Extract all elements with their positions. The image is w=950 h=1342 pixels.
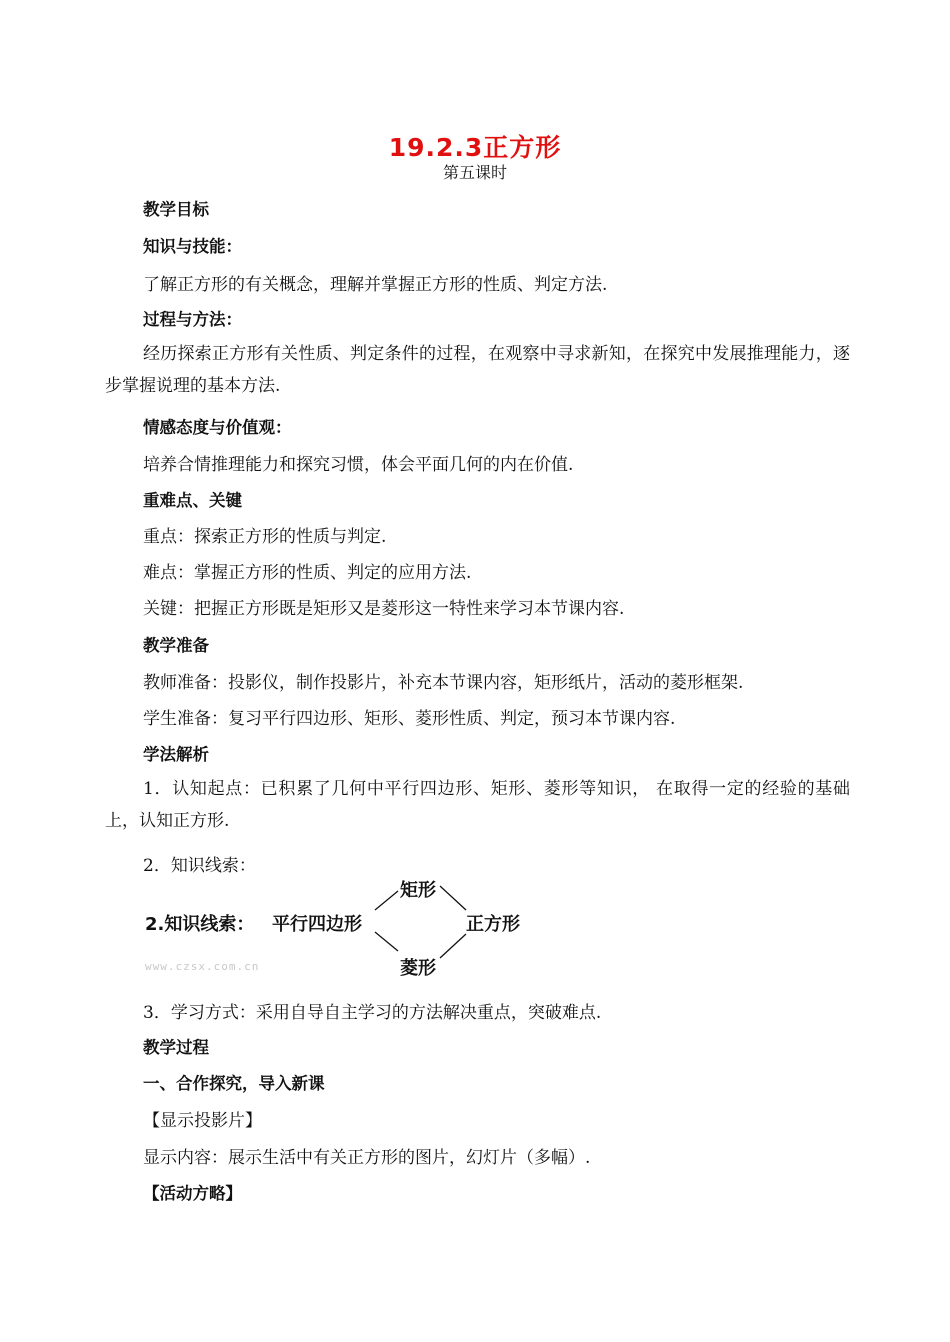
line-start-top xyxy=(375,891,398,910)
method-2-text: 2．知识线索： xyxy=(143,856,256,876)
watermark: www.czsx.com.cn xyxy=(145,960,260,973)
line-top-end xyxy=(440,886,466,910)
teacher-prep-text: 教师准备：投影仪，制作投影片，补充本节课内容，矩形纸片，活动的菱形框架. xyxy=(143,673,744,693)
knowledge-heading: 知识与技能： xyxy=(143,237,242,256)
method-heading: 学法解析 xyxy=(143,745,209,764)
attitude-heading: 情感态度与价值观： xyxy=(143,418,292,437)
attitude-text: 培养合情推理能力和探究习惯，体会平面几何的内在价值. xyxy=(143,455,574,475)
diagram-rhombus: 菱形 xyxy=(400,958,436,979)
diagram-parallelogram: 平行四边形 xyxy=(272,914,362,935)
process-main-heading: 教学过程 xyxy=(143,1038,209,1057)
objectives-heading: 教学目标 xyxy=(143,200,209,219)
difficulty-text: 难点：掌握正方形的性质、判定的应用方法. xyxy=(143,563,472,583)
student-prep-text: 学生准备：复习平行四边形、矩形、菱形性质、判定，预习本节课内容. xyxy=(143,709,676,729)
keypoint-text: 重点：探索正方形的性质与判定. xyxy=(143,527,387,547)
process-text: 经历探索正方形有关性质、判定条件的过程，在观察中寻求新知，在探究中发展推理能力，逐步掌握说理的基本方法. xyxy=(105,344,850,396)
diagram-square: 正方形 xyxy=(466,914,520,935)
show-slide-label: 【显示投影片】 xyxy=(143,1111,262,1131)
prep-heading: 教学准备 xyxy=(143,636,209,655)
method-3-text: 3．学习方式：采用自导自主学习的方法解决重点，突破难点. xyxy=(143,1003,602,1023)
diagram-rectangle: 矩形 xyxy=(400,880,436,901)
method-1-text: 1．认知起点：已积累了几何中平行四边形、矩形、菱形等知识， 在取得一定的经验的基础上，认知正方形. xyxy=(105,779,850,831)
section-1-heading: 一、合作探究，导入新课 xyxy=(143,1074,325,1093)
key-text: 关键：把握正方形既是矩形又是菱形这一特性来学习本节课内容. xyxy=(143,599,625,619)
process-heading: 过程与方法： xyxy=(143,310,242,329)
activity-strategy-label: 【活动方略】 xyxy=(143,1184,242,1203)
line-bottom-end xyxy=(440,934,466,958)
knowledge-text: 了解正方形的有关概念，理解并掌握正方形的性质、判定方法. xyxy=(143,275,608,295)
line-start-bottom xyxy=(375,932,398,951)
document-subtitle: 第五课时 xyxy=(442,163,507,182)
document-title: 19.2.3正方形 xyxy=(388,133,562,162)
keypoints-heading: 重难点、关键 xyxy=(143,491,242,510)
show-content-text: 显示内容：展示生活中有关正方形的图片，幻灯片（多幅）. xyxy=(143,1148,591,1168)
diagram-prefix: 2.知识线索： xyxy=(145,914,255,935)
